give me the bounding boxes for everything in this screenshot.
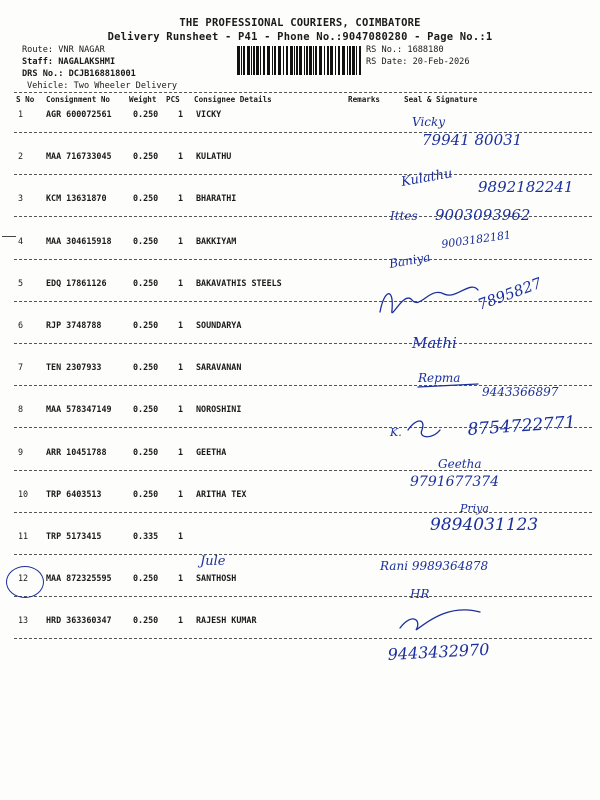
barcode-bar [283,46,284,75]
rs-no-label: RS No.: [366,45,403,55]
barcode-bar [304,46,305,75]
col-remarks: Remarks [348,95,381,104]
barcode-bar [352,46,355,75]
barcode-bar [309,46,312,75]
route-label: Route: [22,45,54,55]
barcode-bar [359,46,361,75]
barcode-bar [260,46,261,75]
sig-row12-text: HR [410,587,430,601]
company-title: THE PROFESSIONAL COURIERS, COIMBATORE [179,17,421,29]
barcode-bar [237,46,240,75]
barcode-bar [274,46,276,75]
barcode-bar [243,46,245,75]
sig-row3-phone: 9003093962 [435,206,531,224]
barcode-bar [296,46,298,75]
drs-label: DRS No.: [22,69,64,79]
row-consignment: TRP 6403513 [46,488,102,499]
col-consignment: Consignment No [46,95,111,104]
barcode-bar [253,46,255,75]
vehicle-label: Vehicle: [27,81,69,91]
row-weight: 0.250 [133,404,159,415]
row-consignee: BAKKIYAM [196,235,237,246]
sig-row10-phone: 9894031123 [430,515,539,535]
row-pcs: 1 [178,446,184,457]
barcode-bar [306,46,308,75]
row-sno: 12 [18,573,29,584]
row-consignment: MAA 578347149 [46,404,112,415]
row-pcs: 1 [178,573,184,584]
col-pcs: PCS [166,95,180,104]
row-sno: 13 [18,615,29,626]
route-value: VNR NAGAR [58,45,105,55]
sig-row3-name: Ittes [390,209,418,223]
barcode-bar [338,46,340,75]
barcode-bar [324,46,325,75]
row-pcs: 1 [178,362,184,373]
drs-value: DCJB168818001 [68,69,136,79]
sig-row8-initial: K. [390,426,402,439]
sig-row2-name: Kulathu [400,166,454,190]
staff-line [22,57,115,67]
row-consignment: HRD 363360347 [46,615,112,626]
row-consignment: AGR 600072561 [46,109,112,119]
sig-row8-phone: 8754722771 [466,412,577,440]
col-sno: S No [16,95,35,104]
row-weight: 0.250 [133,573,159,584]
barcode-bar [241,46,242,75]
row-pcs: 1 [178,151,184,162]
rs-date-label: RS Date: [366,57,408,67]
sig-row11-text: Rani 9989364878 [380,559,489,573]
row-consignment: EDQ 17861126 [46,277,107,288]
row-sno: 6 [18,320,24,330]
staff-value: NAGALAKSHMI [58,57,116,67]
row-weight: 0.250 [133,488,159,499]
sig-row7-phone: 9443366897 [482,385,559,399]
row-consignee: RAJESH KUMAR [196,615,257,626]
rs-date-line [366,57,470,67]
row-consignment: ARR 10451788 [46,446,107,457]
barcode-bar [335,46,336,75]
col-consignee: Consignee Details [194,95,272,104]
row-sno: 1 [18,109,24,119]
barcode-bar [290,46,293,75]
row-sno: 9 [18,446,24,457]
row-weight: 0.335 [133,531,159,541]
row-weight: 0.250 [133,193,159,204]
sig-row1-phone: 79941 80031 [422,131,523,149]
row-consignee: GEETHA [196,446,227,457]
row-weight: 0.250 [133,320,159,330]
barcode-bar [327,46,329,75]
row-pcs: 1 [178,277,184,288]
row-weight: 0.250 [133,615,159,626]
row-consignee: BAKAVATHIS STEELS [196,277,282,288]
sig-row13-scribble [400,610,480,630]
row-pcs: 1 [178,109,184,119]
row-pcs: 1 [178,615,184,626]
row-pcs: 1 [178,193,184,204]
row-weight: 0.250 [133,277,159,288]
barcode-bar [319,46,322,75]
margin-mark [2,236,16,237]
row-consignment: TEN 2307933 [46,362,102,373]
staff-label: Staff: [22,57,54,67]
row-weight: 0.250 [133,151,159,162]
row-consignee: KULATHU [196,151,232,162]
barcode-bar [278,46,281,75]
barcode-bar [347,46,348,75]
barcode-bar [251,46,252,75]
row-pcs: 1 [178,320,184,330]
barcode-bar [294,46,295,75]
rs-no-value: 1688180 [407,45,444,55]
sig-row5-scribble [380,287,478,313]
row-12-circle-mark [6,566,44,598]
row-consignment: MAA 716733045 [46,151,112,162]
sig-row4-name: Baniya [388,249,432,271]
sig-row7-name: Repma [418,371,461,385]
barcode-bar [247,46,250,75]
barcode-bar [315,46,317,75]
row-consignee: ARITHA TEX [196,488,247,499]
barcode-bar [330,46,333,75]
runsheet-barcode [237,46,361,75]
row-consignee: SOUNDARYA [196,320,242,330]
row-consignment: MAA 872325595 [46,573,112,584]
vehicle-value: Two Wheeler Delivery [73,81,178,91]
row-pcs: 1 [178,404,184,415]
rs-date-value: 20-Feb-2026 [412,57,470,67]
route-line [22,45,105,55]
row-sno: 5 [18,277,24,288]
col-seal-signature: Seal & Signature [404,95,478,104]
barcode-bar [286,46,288,75]
row-consignment: RJP 3748788 [46,320,102,330]
row-sno: 7 [18,362,24,373]
sig-row5-phone: 7895827 [475,273,545,314]
barcode-bar [267,46,270,75]
row-consignment: MAA 304615918 [46,235,112,246]
sig-row9-name: Geetha [438,457,482,471]
barcode-bar [342,46,345,75]
sig-row6-name: Mathi [412,334,457,352]
row-consignment: KCM 13631870 [46,193,107,204]
row-pcs: 1 [178,531,184,541]
barcode-bar [313,46,314,75]
sig-row1-name: Vicky [412,115,446,129]
sig-row8-scribble [408,421,440,437]
handwritten-jule: Jule [200,554,226,569]
row-weight: 0.250 [133,362,159,373]
sig-row2-phone: 9892182241 [478,178,574,196]
row-consignee: BHARATHI [196,193,237,204]
table-top-rule [14,92,592,93]
barcode-bar [349,46,351,75]
barcode-bar [272,46,273,75]
rs-no-line [366,45,444,55]
row-pcs: 1 [178,488,184,499]
row-sno: 11 [18,531,29,541]
row-consignee: VICKY [196,109,222,119]
barcode-bar [263,46,265,75]
sig-row9-phone: 9791677374 [410,474,500,490]
row-weight: 0.250 [133,109,159,119]
row-pcs: 1 [178,235,184,246]
sig-row4-phone: 9003182181 [440,228,512,251]
barcode-bar [256,46,259,75]
barcode-bar [299,46,302,75]
vehicle-line [27,81,177,91]
row-consignee: SARAVANAN [196,362,242,373]
row-sno: 2 [18,151,24,162]
row-consignee: NOROSHINI [196,404,242,415]
sig-row13-phone: 9443432970 [387,639,490,664]
row-sno: 10 [18,488,29,499]
drs-line [22,69,136,79]
row-weight: 0.250 [133,235,159,246]
row-sno: 4 [18,235,24,246]
row-sno: 8 [18,404,24,415]
sig-row10-name: Priya [460,502,489,515]
signature-column [360,100,600,670]
barcode-bar [356,46,357,75]
row-consignee: SANTHOSH [196,573,237,584]
runsheet-subtitle: Delivery Runsheet - P41 - Phone No.:9047080280 - Page No.:1 [107,31,493,43]
col-weight: Weight [129,95,157,104]
row-sno: 3 [18,193,24,204]
row-weight: 0.250 [133,446,159,457]
row-consignment: TRP 5173415 [46,531,102,541]
